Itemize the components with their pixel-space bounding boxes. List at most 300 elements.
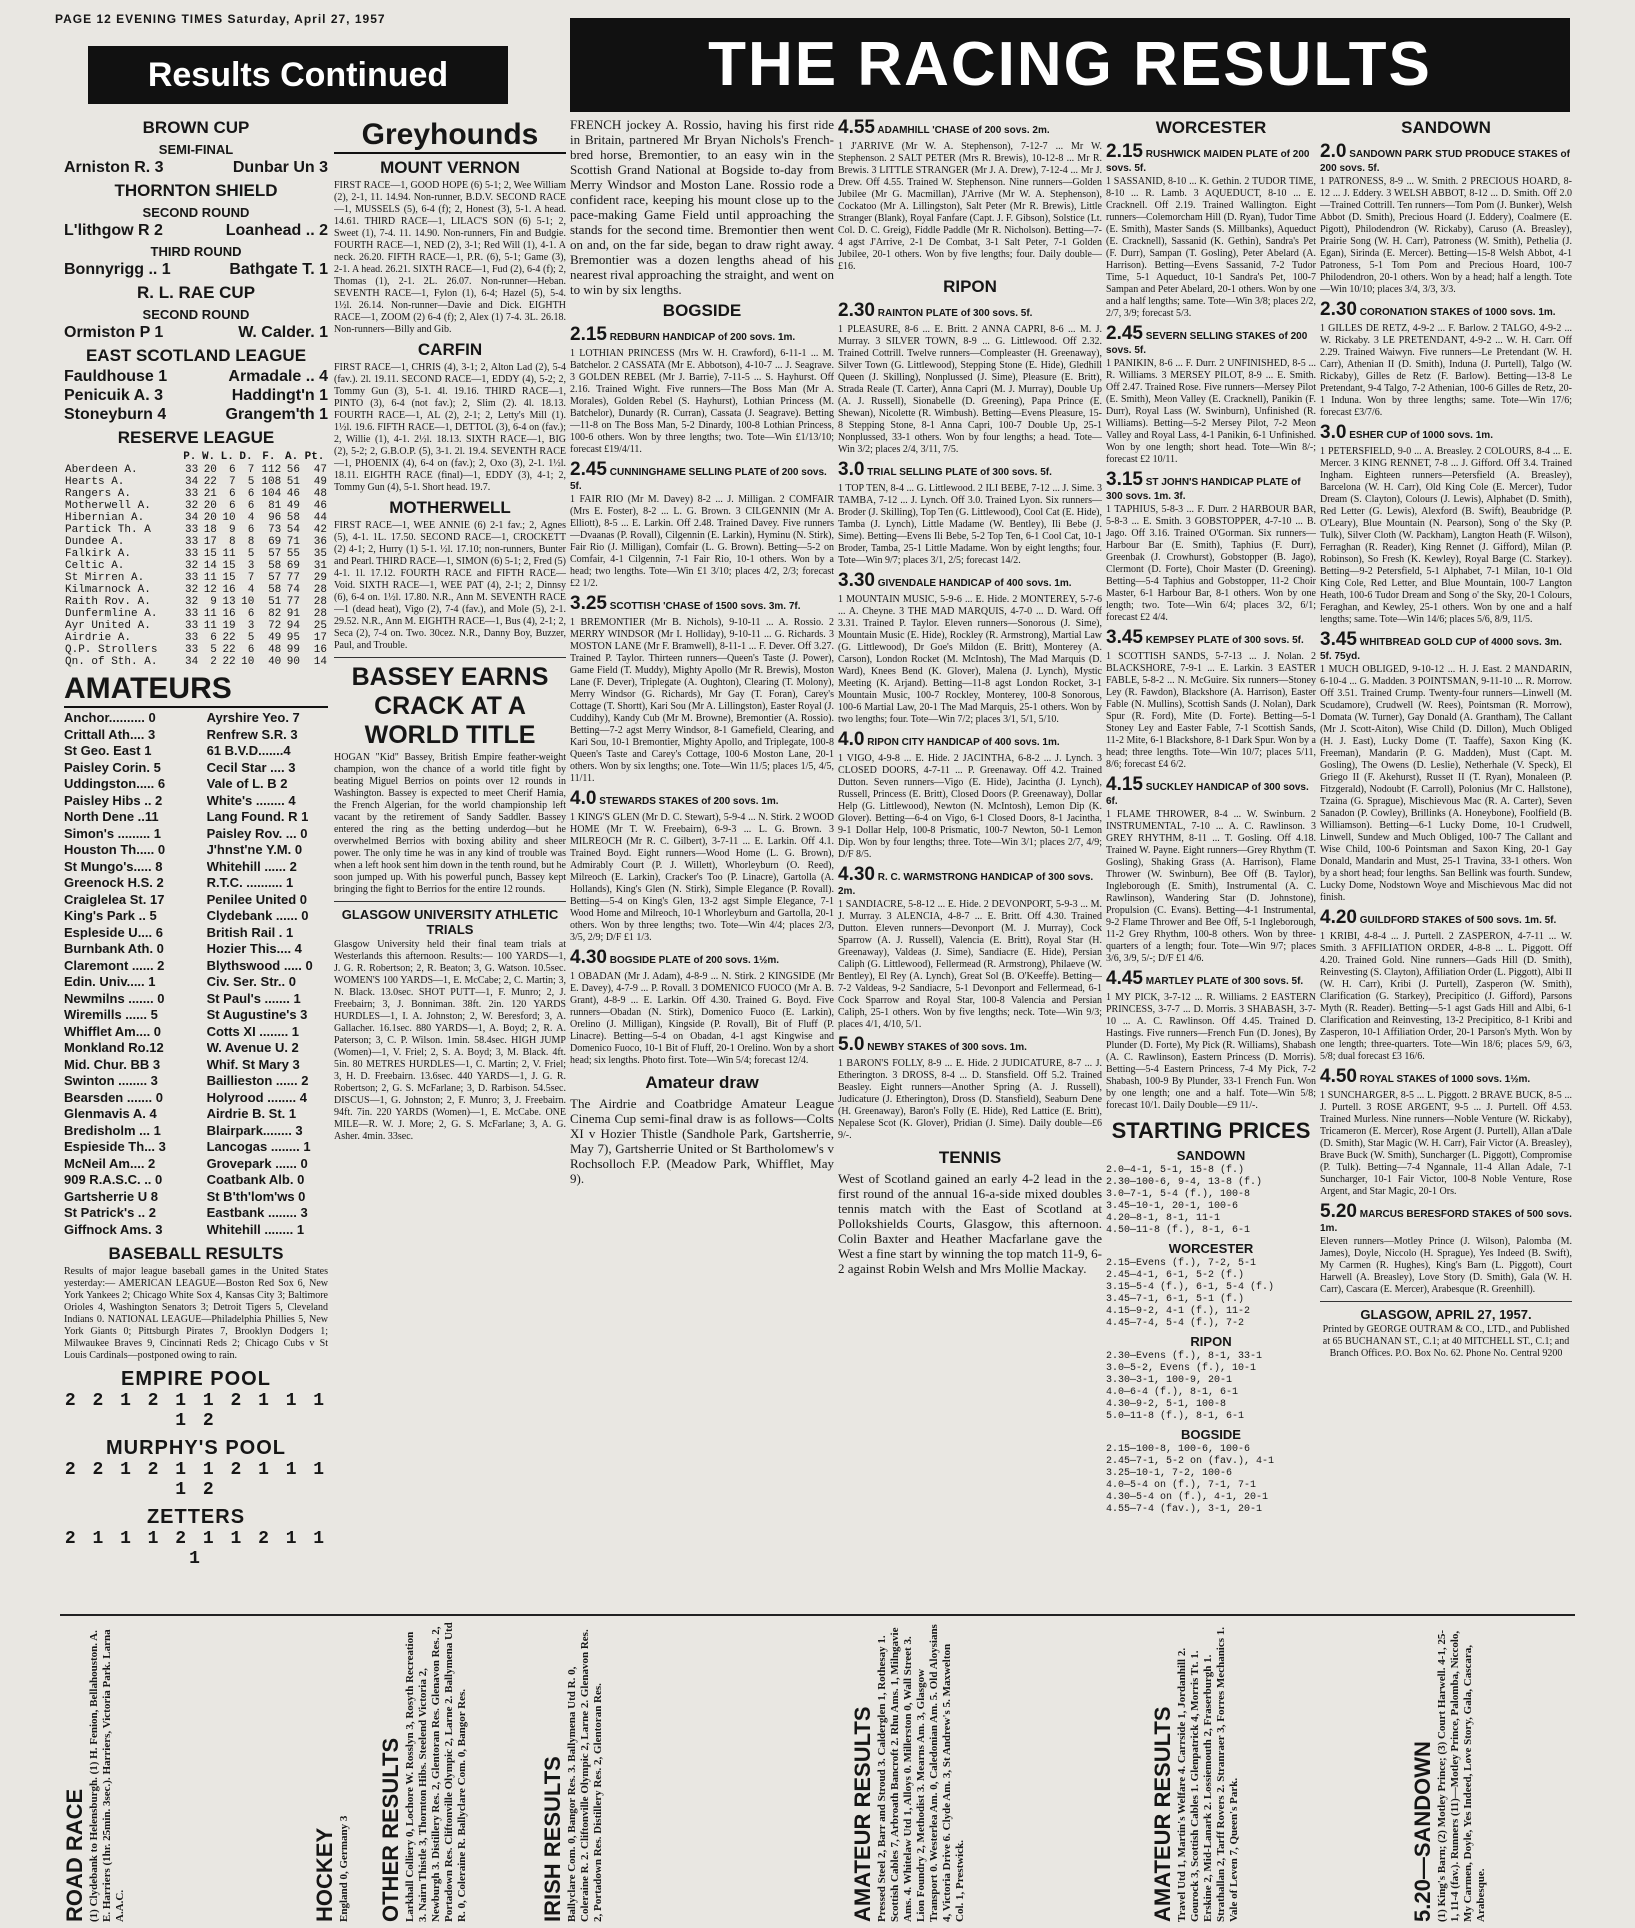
league-stat: 46 (313, 500, 327, 512)
league-stat: 108 (261, 476, 282, 488)
league-stat: 9 (229, 524, 236, 536)
league-stat: 21 (203, 488, 217, 500)
league-stat: 32 (184, 584, 199, 596)
league-stat: 14 (313, 656, 327, 668)
home-result: Mid. Chur. BB 3 (64, 1056, 161, 1072)
league-stat: 15 (222, 572, 236, 584)
home-result: Burnbank Ath. 0 (64, 941, 164, 956)
league-stat: 90 (286, 656, 300, 668)
race-time: 3.0 (838, 459, 865, 480)
league-stat: 71 (286, 536, 300, 548)
race-heading (1106, 774, 1316, 807)
race-name: SEVERN SELLING STAKES of 200 sovs. 5f. (1106, 331, 1308, 356)
league-stat: 6 (247, 500, 255, 512)
league-stat: 8 (229, 536, 236, 548)
league-stat: 19 (222, 620, 236, 632)
racing-results-banner: THE RACING RESULTS (570, 18, 1570, 112)
race-time: 4.15 (1106, 774, 1143, 795)
worcester-heading: WORCESTER (1155, 118, 1267, 137)
column-worcester (1106, 114, 1316, 1516)
league-stat: 46 (286, 488, 300, 500)
away-result: Lang Found. R 1 (206, 809, 309, 824)
league-stat: 5 (247, 548, 255, 560)
column-bogside (570, 114, 834, 1189)
league-body (64, 464, 328, 668)
league-stat: 95 (286, 632, 300, 644)
price-line: 4.30—5-4 on (f.), 4-1, 20-1 (1106, 1492, 1269, 1503)
table-row (64, 620, 328, 632)
race-heading (1106, 323, 1316, 356)
race-result: 1 KRIBI, 4-8-4 ... J. Purtell. 2 ZASPERON, 4-7-11 ... W. Smith. 3 AFFILIATION ORDER, 4-8-8 ... L. Piggott. Off 4.20. Trained Gold. Nine runners—Gads Hill (D. Smith), Reinvesting (S. Clayton), Affiliation Order (L. Piggott), Albi II (W. H. Carr), Kribi (J. Purtell), Zasperon (W. Smith), Clarification (G. Starkey), Precipitico (J. Gifford), Parsons Myth (R. Reader). Betting—5-1 agst Gads Hill and Albi, 6-1 Clarification and Reinvesting, 13-2 Precipitico, 8-1 Kribi and Zasperon, 10-1 Affiliation Order, 20-1 Parson's Myth. Won by one length; three-quarters. Tote—Win 18/6; places 5/9, 6/3, 5/8; dual forecast £3 16/6. (1320, 931, 1572, 1062)
price-line: 3.30—3-1, 100-9, 20-1 (1106, 1375, 1233, 1386)
list-item (64, 1139, 328, 1156)
away-result: R.T.C. .......... 1 (206, 875, 294, 890)
league-stat: 73 (268, 524, 282, 536)
league-col-head: Pt. (304, 451, 325, 463)
race-heading (838, 459, 1102, 481)
table-row (64, 512, 328, 524)
league-stat: 33 (184, 548, 199, 560)
league-stat: 28 (313, 584, 327, 596)
home-result: Greenock H.S. 2 (64, 875, 164, 890)
thornton-title: THORNTON SHIELD (114, 181, 278, 200)
team-name: Celtic A. (65, 560, 125, 572)
league-stat: 36 (313, 536, 327, 548)
home-result: McNeil Am.... 2 (64, 1155, 156, 1171)
glasgow-trials-headline: GLASGOW UNIVERSITY ATHLETIC TRIALS (341, 907, 559, 937)
league-stat: 58 (286, 512, 300, 524)
column-football (64, 114, 328, 1569)
league-stat: 12 (203, 584, 217, 596)
imprint-text: Printed by GEORGE OUTRAM & CO., LTD., and Published at 65 BUCHANAN ST., C.1; at 40 MITCHELL ST., C.1; and Branch Offices. P.O. Box No. 62. Phone No. Central 9200 (1322, 1324, 1570, 1359)
league-stat: 11 (203, 620, 217, 632)
league-stat: 33 (184, 632, 199, 644)
league-stat: 3 (247, 560, 255, 572)
team-name: Ayr United A. (65, 620, 151, 632)
list-item (64, 958, 328, 975)
race-heading (1320, 422, 1572, 444)
race-result: 1 MY PICK, 3-7-12 ... R. Williams. 2 EASTERN PRINCESS, 3-7-7 ... D. Morris. 3 SHABASH, 3-7-10 ... A. C. Rawlinson. Off 4.45. Trained D. Hastings. Five runners—French Fun (D. Jones), By Plunder (D. Forte), My Pick (R. Williams), Shabash (A. C. Rawlinson), Eastern Princess (D. Morris). Betting—5-4 Eastern Princess, 7-4 My Pick, 7-2 Shabash, 100-9 By Plunder, 33-1 French Fun. Won by one length; one and a half. Tote—Win 5/8; forecast 10/1. Daily Double—£9 11/-. (1106, 992, 1316, 1111)
league-col-head: F. (262, 451, 276, 463)
race-heading (570, 788, 834, 810)
league-stat: 16 (222, 608, 236, 620)
team-name: Kilmarnock A. (65, 584, 151, 596)
home-result: 909 R.A.S.C. .. 0 (64, 1172, 163, 1187)
price-line: 4.0—5-4 on (f.), 7-1, 7-1 (1106, 1480, 1257, 1491)
away-result: Coatbank Alb. 0 (206, 1172, 305, 1187)
away-result: W. Avenue U. 2 (206, 1040, 299, 1055)
race-heading (838, 300, 1102, 322)
race-heading (1106, 141, 1316, 174)
table-row (64, 500, 328, 512)
tennis-title: TENNIS (938, 1148, 1002, 1167)
away-result: Airdrie B. St. 1 (206, 1106, 297, 1121)
race-result: 1 SANDIACRE, 5-8-12 ... E. Hide. 2 DEVONPORT, 5-9-3 ... M. J. Murray. 3 ALENCIA, 4-8-7 ... E. Britt. Off 4.30. Trained Dutton. Eleven runners—Devonport (M. J. Murray), Cock Sparrow (A. J. Russell), Valencia (E. Britt), Royal Star (H. Greenaway), Valdeas (J. Sime), Sandiacre (E. Hide), Persian Caliph (G. Littlewood), Fellermead (R. Armstrong), Philaeve (W. Bentley), El Rey (A. Lynch), Great Sol (B. O'Keeffe). Betting—7-2 Valdeas, 9-2 Sandiacre, 5-1 Devonport and Fellermead, 6-1 Cock Sparrow and Royal Star, 100-8 Valencia and Persian Caliph, 25-1 others. Won by five lengths; neck. Tote—Win 9/3; places 4/1, 4/10, 5/1. (838, 899, 1102, 1030)
team-name: Falkirk A. (65, 548, 132, 560)
team-name: Aberdeen A. (65, 464, 138, 476)
rotated-block: 5.20—SANDOWN (1) King's Barn; (2) Motley Prince; (3) Court Harwell. 4-1, 25-1, 11-4 (fav.). Runners (11)—Motley Prince, Palomba, Niccolo, My Carmen, Doyle, Yes Indeed, Love Story, Gala, Cascara, Arabesque. (1410, 1629, 1487, 1922)
bottom-other-results (378, 1622, 538, 1928)
league-stat: 14 (203, 560, 217, 572)
away-result: Paisley Rov. ... 0 (206, 825, 308, 841)
league-stat: 7 (247, 572, 255, 584)
price-line: 3.45—7-1, 6-1, 5-1 (f.) (1106, 1294, 1245, 1305)
race-name: MARTLEY PLATE of 300 sovs. 5f. (1145, 976, 1304, 987)
away-result: Whitehill ........ 1 (206, 1221, 305, 1237)
track-name: MOUNT VERNON (380, 158, 520, 177)
race-time: 3.0 (1320, 422, 1347, 443)
track-results: FIRST RACE—1, CHRIS (4), 3-1; 2, Alton Lad (2), 5-4 (fav.). 2l. 19.11. SECOND RACE—1, EDDY (4), 5-2; 2, Tommy Gun (3), 5-1. 4l. 19.16. THIRD RACE—1, PINTO (3), 6-4 (not fav.); 2, Slim (2). 4l. 18.13. FOURTH RACE—1, AL (2), 2-1; 2, Letty's Mill (1). 1½l. 19.6. FIFTH RACE—1, DETTOL (3), 6-4 on (fav.); 2, Willie (1), 4-1. 2½l. 18.13. SIXTH RACE—1, BIG (2), 5-2; 2, G.B.O.P. (5), 3-1. 2l. 19.4. SEVENTH RACE—1, PHOENIX (4), 6-4 on (fav.); 2, Oxo (3), 2-1. 1½l. 18.11. EIGHTH RACE (final)—1, EDDY (3), 4-1; 2, Tommy Gun (4), 5-1. Short head. 19.7. (334, 362, 566, 493)
away-result: St Augustine's 3 (206, 1007, 308, 1022)
price-line: 4.30—9-2, 5-1, 100-8 (1106, 1399, 1227, 1410)
league-stat: 17 (203, 536, 217, 548)
league-stat: 32 (184, 560, 199, 572)
meeting-name: BOGSIDE (1181, 1427, 1241, 1442)
list-item (64, 974, 328, 991)
list-item (64, 925, 328, 942)
divider (334, 657, 566, 658)
race-heading (570, 459, 834, 492)
league-stat: 20 (203, 512, 217, 524)
home-result: North Dene ..11 (64, 809, 159, 824)
away-result: Eastbank ........ 3 (206, 1205, 308, 1220)
table-row (64, 572, 328, 584)
table-row (64, 596, 328, 608)
league-stat: 96 (268, 512, 282, 524)
away-result: Cecil Star .... 3 (206, 759, 296, 775)
team-name: Qn. of Sth. A. (65, 656, 158, 668)
race-name: R. C. WARMSTRONG HANDICAP of 300 sovs. 2m. (838, 872, 1094, 897)
list-item (64, 875, 328, 892)
away-result: Vale of L. B 2 (206, 776, 288, 791)
league-stat: 6 (210, 632, 217, 644)
league-stat: 28 (313, 608, 327, 620)
league-col-head: D. (239, 451, 253, 463)
race-time: 5.20 (1320, 1201, 1357, 1222)
ripon-races (838, 300, 1102, 1142)
meeting-name: WORCESTER (1168, 1241, 1254, 1256)
page-strip: PAGE 12 EVENING TIMES Saturday, April 27, 1957 (55, 12, 386, 26)
league-stat: 22 (203, 476, 217, 488)
race-heading (1106, 968, 1316, 990)
league-stat: 47 (313, 464, 327, 476)
league-stat: 5 (247, 476, 255, 488)
list-item (64, 743, 328, 760)
away-result: Baillieston ...... 2 (206, 1073, 309, 1088)
price-line: 2.45—4-1, 6-1, 5-2 (f.) (1106, 1270, 1245, 1281)
race-time: 2.45 (1106, 323, 1143, 344)
list-item (64, 760, 328, 777)
race-time: 4.20 (1320, 907, 1357, 928)
bogside-races (570, 324, 834, 1067)
league-stat: 82 (268, 608, 282, 620)
home-result: Uddingston..... 6 (64, 776, 166, 791)
race-time: 2.0 (1320, 141, 1347, 162)
race-result: Eleven runners—Motley Prince (J. Wilson), Palomba (M. James), Doyle, Niccolo (H. Sprague), Yes Indeed (B. Swift), My Carmen (R. Hughes), King's Barn (L. Piggott), Court Harwell (A. Breasley), Love Story (D. Smith), Gala (W. H. Carr), Cascara (E. Mercer), Arabesque (R. Greenhill). (1320, 1236, 1572, 1295)
bottom-hockey (312, 1622, 372, 1928)
bassey-headline: BASSEY EARNS CRACK AT A WORLD TITLE (351, 663, 549, 749)
list-item (64, 1106, 328, 1123)
bottom-amateur-results-1 (850, 1622, 1050, 1928)
league-stat: 74 (286, 584, 300, 596)
list-item (64, 892, 328, 909)
league-stat: 15 (222, 560, 236, 572)
race-heading (1106, 469, 1316, 502)
list-item (64, 1090, 328, 1107)
race-result: 1 PLEASURE, 8-6 ... E. Britt. 2 ANNA CAPRI, 8-6 ... M. J. Murray. 3 SILVER TOWN, 8-9 ... G. Littlewood. Off 2.32. Trained Cottrill. Twelve runners—Compleaster (H. Greenaway), Silver Town (G. Littlewood), Stepping Stone (E. Hide), Gledhill Queen (J. Skilling), Nonplussed (J. Sime), Pleasure (E. Britt), Strada Reale (T. Carter), Anna Capri (M. J. Murray), Double Up (A. J. Russell), Sionabelle (D. Greening), Papa Prince (E. Shewan), Nicolette (R. Wimbush). Betting—Evens Pleasure, 15-8 Stepping Stone, 8-1 Anna Capri, 100-7 Double Up, 25-1 Nonplussed, 33-1 others. Won by four lengths; a head. Tote—Win 3/2; places 2/4, 3/11, 7/5. (838, 324, 1102, 455)
league-stat: 16 (222, 584, 236, 596)
league-stat: 44 (313, 512, 327, 524)
league-stat: 72 (268, 620, 282, 632)
race-result: 1 BARON'S FOLLY, 8-9 ... E. Hide. 2 JUDICATURE, 8-7 ... J. Etherington. 3 DROSS, 8-4 ... D. Stansfield. Off 5.2. Trained Beasley. Eight runners—Another Spring (A. J. Russell), Judicature (J. Etherington), Dross (D. Stansfield), Seaburn Dene (H. Greenaway), Baron's Folly (E. Hide), Red Lattice (E. Britt), Nepalese Scot (K. Glover), Pridian (J. Sime). Daily double—£6 9/-. (838, 1058, 1102, 1141)
greyhound-tracks (334, 158, 566, 652)
list-item (64, 1057, 328, 1074)
race-result: 1 SCOTTISH SANDS, 5-7-13 ... J. Nolan. 2 BLACKSHORE, 7-9-1 ... E. Larkin. 3 EASTER FABLE, 5-8-2 ... N. McGuire. Six runners—Stoney Ley (R. Fawdon), Blackshore (A. Harrison), Easter Fable (N. Mullins), Scottish Sands (J. Nolan), Dark Spur (R. Ford), Mite (D. Forte). Betting—5-1 Stoney Ley and Easter Fable, 7-1 Scottish Sands, 11-2 Mite, 6-1 Blackshore, 8-1 Dark Spur. Won by a head; three lengths. Tote—Win 10/7; places 5/11, 8/6; forecast £4 6/2. (1106, 651, 1316, 770)
league-stat: 33 (184, 620, 199, 632)
team-score: Penicuik A. 3 (64, 387, 163, 404)
list-item (64, 1205, 328, 1222)
team-score: Grangem'th 1 (225, 406, 328, 423)
race-result: 1 LOTHIAN PRINCESS (Mrs W. H. Crawford), 6-11-1 ... M. Batchelor. 2 CASSATA (Mr E. Abbotson), 4-10-7 ... J. Seagrave. 3 GOLDEN REBEL (Mr J. Barrie), 7-11-5 ... S. Hayhurst. Off 2.16. Trained Wight. Five runners—The Boss Man (Mr A. Morales), Golden Rebel (S. Hayhurst), Lothian Princess (M. Batchelor), Dunardy (R. Curran), Cassata (J. Seagrave). Betting—11-8 on The Boss Man, 5-2 Dinardy, 100-8 Lothian Princess, 100-6 others. Won by three lengths; two. Tote—Win £1/13/10; forecast £19/4/11. (570, 348, 834, 455)
home-result: Glenmavis A. 4 (64, 1106, 157, 1121)
race-result: 1 GILLES DE RETZ, 4-9-2 ... F. Barlow. 2 TALGO, 4-9-2 ... W. Rickaby. 3 LE PRETENDANT, 4-9-2 ... W. H. Carr. Off 2.29. Trained Waiwyn. Five runners—Le Pretendant (W. H. Carr), Athenian II (D. Smith), Induna (J. Purtell), Talgo (W. Rickaby), Gilles de Retz (F. Barlow). Betting—13-8 Le Pretendant, 9-4 Talgo, 7-2 Athenian, 100-6 Gilles de Retz, 20-1 Induna. Won by three lengths; same. Tote—Win 17/6; forecast £3/7/6. (1320, 323, 1572, 418)
table-row (64, 548, 328, 560)
race-result: 1 MOUNTAIN MUSIC, 5-9-6 ... E. Hide. 2 MONTEREY, 5-7-6 ... A. Cheyne. 3 THE MAD MARQUIS, 4-7-0 ... D. Ward. Off 3.31. Trained P. Taylor. Eleven runners—Sonorous (J. Sime), Mountain Music (E. Hide), Rockley (R. Armstrong), Martial Law (G. Littlewood), Dr Goe's Mildon (E. Britt), Monterey (A. Carson), London Rocket (M. McIntosh), The Mad Marquis (D. Ward), Knees Bend (K. Glover), Malena (J. Lynch), Mystic Meeting (K. Arjand). Betting—11-8 agst London Rocket, 3-1 Mountain Music, 100-7 Rockley, Monterey, 100-8 Sonorous, 100-6 Martial Law, 20-1 The Mad Marquis, 25-1 others. Won by two lengths; four. Tote—Win 7/2; places 3/1, 5/1, 5/10. (838, 594, 1102, 725)
price-line: 3.0—7-1, 5-4 (f.), 100-8 (1106, 1189, 1251, 1200)
league-stat: 7 (229, 476, 236, 488)
list-item (64, 710, 328, 727)
league-stat: 112 (261, 464, 282, 476)
away-result: Holyrood ........ 4 (206, 1089, 307, 1105)
column-greyhounds (334, 114, 566, 1145)
race-heading (1320, 141, 1572, 174)
home-result: Bredisholm ... 1 (64, 1122, 161, 1138)
price-line: 4.45—7-4, 5-4 (f.), 7-2 (1106, 1318, 1245, 1329)
league-stat: 18 (203, 524, 217, 536)
race-result: 1 KING'S GLEN (Mr D. C. Stewart), 5-9-4 ... N. Stirk. 2 WOOD HOME (Mr T. W. Freebairn), 6-9-3 ... L. G. Brown. 3 MILREOCH (Mr R. C. Gilbert), 3-7-11 ... E. Larkin. Off 4.1. Trained Boyd. Eight runners—Wood Home (L. G. Brown), Admirably Court (P. J. Willett), Whorleyburn (O. Reed), Milreoch (E. Larkin), Cracker's Too (P. Linacre), Gartolla (A. Hollands), King's Glen (N. Stirk), Simple Elegance (P. Rovall). Betting—5-4 on King's Glen, 13-2 agst Simple Elegance, 7-1 Wood Home and Milreoch, 10-1 Whorleyburn and Gartolla, 20-1 others. Won by three lengths; two. Tote—Win 4/4; places 2/3, 3/5, 2/9; D/F £1 1/3. (570, 812, 834, 943)
league-stat: 51 (268, 596, 282, 608)
race-name: GUILDFORD STAKES of 500 sovs. 1m. 5f. (1359, 915, 1557, 926)
rae-cup-title: R. L. RAE CUP (136, 283, 256, 302)
league-stat: 77 (286, 572, 300, 584)
table-row (64, 644, 328, 656)
league-stat: 4 (247, 512, 255, 524)
bottom-sandown-520 (1410, 1622, 1570, 1928)
away-result: British Rail . 1 (206, 924, 294, 940)
home-result: Gartsherrie U 8 (64, 1188, 158, 1204)
race-heading (838, 570, 1102, 592)
rotated-block: OTHER RESULTS Larkhall Colliery 0, Lochore W. Rosslyn 3, Rosyth Recreation 3. Nairn Thistle 3, Thornton Hibs. Steelend Victoria 2, Newburgh 3. Distillery Res. 2, Glentoran Res. Glenavon Res. 2, Portadown Res. Cliftonville Olympic 2, Larne 2. Ballymena Utd R. 0, Coleraine R. Ballyclare Com. 0, Bangor Res. (378, 1622, 468, 1922)
pools-list (64, 1368, 328, 1569)
sandown-heading: SANDOWN (1401, 118, 1491, 137)
bogside-heading: BOGSIDE (662, 301, 742, 320)
team-name: Rangers A. (65, 488, 132, 500)
race-heading (1106, 627, 1316, 649)
amateurs-title: AMATEURS (64, 672, 328, 708)
league-stat: 20 (203, 464, 217, 476)
home-result: Claremont ...... 2 (64, 957, 165, 973)
team-name: Dundee A. (65, 536, 125, 548)
race-name: RIPON CITY HANDICAP of 400 sovs. 1m. (867, 737, 1060, 748)
league-stat: 28 (313, 596, 327, 608)
price-line: 4.55—7-4 (fav.), 3-1, 20-1 (1106, 1504, 1263, 1515)
table-row (64, 584, 328, 596)
pool-numbers: 2 2 1 2 1 1 2 1 1 1 1 2 (64, 1460, 328, 1500)
price-line: 2.30—Evens (f.), 8-1, 33-1 (1106, 1351, 1263, 1362)
rotated-block: AMATEUR RESULTS Pressed Steel 2, Barr and Stroud 3. Calderglen 1, Rothesay 1. Scottish Cables 7, Arbroath Bancroft 2. Rhu Ams. 1, Milngavie Ams. 4. Whitelaw Utd 1, Alloys 0. Millerston 0, Wall Street 3. Lion Foundry 2, Methodist 3. Mearns Am. 3, Glasgow Transport 0. Westerlea Am. 0, Caledonian Am. 5. Old Aloysians 4, Victoria Drive 6. Clyde Am. 3, St Andrew's 5. Maxwelton Col. 1, Prestwick. (850, 1624, 966, 1922)
results-continued-banner: Results Continued (88, 46, 508, 104)
bottom-divider (60, 1614, 1575, 1616)
race-name: RAINTON PLATE of 300 sovs. 5f. (877, 308, 1033, 319)
race-result: 1 PATRONESS, 8-9 ... W. Smith. 2 PRECIOUS HOARD, 8-12 ... J. Eddery. 3 WELSH ABBOT, 8-12 ... D. Smith. Off 2.0—Trained Cottrill. Ten runners—Tom Pom (J. Bunker), Welsh Abbot (D. Smith), Precious Hoard (J. Eddery), Coalmere (E. Pigott), Philodendron (W. Rickaby), Caruso (A. Breasley), Prairie Song (W. H. Carr), Patroness (W. Smith), Pethelia (J. Egan), Sirinda (E. Mercer). Betting—15-8 Welsh Abbot, 4-1 Patroness, 5-1 Tom Pom and Precious Hoard, 100-7 Philodendron, 20-1 others. Won by a head; half a length. Tote—Win 10/10; places 3/4, 3/3, 3/3. (1320, 176, 1572, 295)
rotated-block: HOCKEY England 0, Germany 3 (312, 1815, 350, 1922)
rotated-block: AMATEUR RESULTS Travel Utd 1, Martin's Welfare 4. Carrside 1, Jordanhill 2. Gourock 3, Scottish Cables 1. Glenpatrick 4, Morris Tt. 1. Erskine 2, Mid-Lanark 2. Lossiemouth 2, Fraserburgh 1. Strathallan 2, Tarff Rovers 2. Stranraer 3, Forres Mechanics 1. Vale of Leven 7, Queen's Park. (1150, 1626, 1240, 1922)
race-time: 3.30 (838, 570, 875, 591)
brown-cup-round: SEMI-FINAL (158, 142, 234, 157)
team-name: Hearts A. (65, 476, 125, 488)
race-result: 1 OBADAN (Mr J. Adam), 4-8-9 ... N. Stirk. 2 KINGSIDE (Mr E. Davey), 4-7-9 ... P. Rovall. 3 DOMENICO FUOCO (Mr A. B. Grant), 4-8-9 ... E. Larkin. Off 4.30. Trained G. Boyd. Five runners—Obadan (N. Stirk), Domenico Fuoco (E. Larkin), Orelino (J. Milligan), Kingside (P. Rovall), Bit of Fluff (P. Linacre). Betting—5-4 on Obadan, 4-1 agst Kingwise and Domenico Fuoco, 10-1 Bit of Fluff, 20-1 Orelino. Won by a short head; six lengths. Photo first. Tote—Win 5/4; forecast 12/4. (570, 971, 834, 1066)
league-stat: 49 (313, 476, 327, 488)
list-item (64, 1040, 328, 1057)
away-result: Civ. Ser. Str.. 0 (206, 974, 296, 989)
amateur-draw-text: The Airdrie and Coatbridge Amateur League Cinema Cup semi-final draw is as follows—Colts XI v Hozier Thistle (Sandhole Park, Gartsherrie, May 7), Gartsherrie United or St Bartholomew's v Rochsolloch F.P. (Meadow Park, Whifflet, May 9). (570, 1096, 834, 1186)
home-result: Espleside U.... 6 (64, 924, 163, 940)
race-name: RUSHWICK MAIDEN PLATE of 200 sovs. 5f. (1106, 149, 1310, 174)
league-stat: 5 (210, 644, 217, 656)
league-stat: 81 (268, 500, 282, 512)
league-stat: 10 (241, 656, 255, 668)
team-name: Raith Rov. A. (65, 596, 151, 608)
score-line: Arniston R. 3 Dunbar Un 3 (64, 159, 328, 176)
price-line: 5.0—11-8 (f.), 8-1, 6-1 (1106, 1411, 1245, 1422)
home-result: Simon's ......... 1 (64, 825, 162, 841)
away-result: Ayrshire Yeo. 7 (206, 710, 300, 725)
score-line (64, 387, 328, 405)
league-stat: 6 (229, 500, 236, 512)
score-line: Ormiston P 1 W. Calder. 1 (64, 324, 328, 341)
list-item (64, 1189, 328, 1206)
league-stat: 33 (184, 644, 199, 656)
race-time: 5.0 (838, 1034, 865, 1055)
price-line: 2.0—4-1, 5-1, 15-8 (f.) (1106, 1165, 1245, 1176)
reserve-league-table (64, 450, 328, 668)
thornton-round-2: THIRD ROUND (150, 244, 242, 259)
away-result: St Paul's ....... 1 (206, 990, 301, 1006)
race-name: CUNNINGHAME SELLING PLATE of 200 sovs. 5f. (570, 467, 827, 492)
starting-prices (1106, 1148, 1316, 1516)
pool-numbers: 2 2 1 2 1 1 2 1 1 1 1 2 (64, 1391, 328, 1431)
rotated-block: ROAD RACE (1) Clydebank to Helensburgh. (1) H. Fenion, Bellahouston. A. E. Harriers (1hr. 25min. 3sec.). Harriers, Victoria Park. Larna A.A.C. (62, 1629, 126, 1922)
list-item (64, 727, 328, 744)
rae-cup-round: SECOND ROUND (142, 307, 250, 322)
baseball-text: Results of major league baseball games in the United States yesterday:— AMERICAN LEAGUE—Boston Red Sox 6, New York Yankees 2; Chicago White Sox 4, Kansas City 3; Baltimore Orioles 4, Washington Senators 3; Detroit Tigers 5, Cleveland Indians 0. NATIONAL LEAGUE—Philadelphia Phillies 5, New York Giants 0; Pittsburgh Pirates 7, Brooklyn Dodgers 1; Milwaukee Braves 9, Cincinnati Reds 2; Chicago Cubs v St Louis Cardinals—postponed owing to rain. (64, 1266, 328, 1361)
league-stat: 9 (210, 596, 217, 608)
pool-name: EMPIRE POOL (121, 1368, 271, 1390)
race-result: 1 PETERSFIELD, 9-0 ... A. Breasley. 2 COLOURS, 8-4 ... E. Mercer. 3 KING RENNET, 7-8 ... J. Gifford. Off 3.4. Trained Ingham. Eighteen runners—Petersfield (A. Breasley), Barcelona (W. H. Carr), Old King Cole (E. Mercer), Tudor Dream (S. Clayton), Colours (J. Lewis), Alphabet (D. Smith), Red Letter (G. Lewis), Alexford (B. Swift), Beaubridge (P. O'Leary), Blue Mountain (N. Pearson), Song o' the Sky (P. Tulk), Silver Cloth (W. Packham), Langton Heath (F. Wilson), Ferraghan (R. Reader), King Rennet (J. Gifford), Milan (P. Robinson), So Fresh (K. Kewley), Royal Barge (C. Starkey). Betting—9-2 Petersfield, 5-1 Alphabet, 7-1 Milan, 10-1 Old King Cole, Red Letter, and Blue Mountain, 100-7 Langton Heath, 100-6 Tudor Dream and Song o' the Sky, 20-1 Colours, Feraghan, and Kewley, 25-1 others. Won by one and a half lengths; same. Tote—Win 14/6; places 5/6, 8/9, 11/5. (1320, 446, 1572, 625)
list-item (64, 1007, 328, 1024)
league-stat: 58 (268, 584, 282, 596)
worcester-races (1106, 141, 1316, 1112)
score-line: L'lithgow R 2 Loanhead .. 2 (64, 222, 328, 239)
table-row (64, 488, 328, 500)
league-stat: 55 (286, 548, 300, 560)
league-stat: 34 (184, 476, 199, 488)
race-name: ESHER CUP of 1000 sovs. 1m. (1349, 430, 1493, 441)
league-stat: 7 (247, 464, 255, 476)
league-stat: 54 (286, 524, 300, 536)
meeting-name: SANDOWN (1176, 1148, 1246, 1163)
away-result: Clydebank ...... 0 (206, 908, 309, 923)
column-sandown (1320, 114, 1572, 1362)
league-stat: 31 (313, 560, 327, 572)
league-stat: 104 (261, 488, 282, 500)
league-col-head: P. (183, 451, 197, 463)
race-name: SANDOWN PARK STUD PRODUCE STAKES of 200 sovs. 5f. (1320, 149, 1570, 174)
race-name: TRIAL SELLING PLATE of 300 sovs. 5f. (867, 467, 1052, 478)
race-time: 2.45 (570, 459, 607, 480)
race-name: SCOTTISH 'CHASE of 1500 sovs. 3m. 7f. (609, 601, 801, 612)
price-line: 2.30—100-6, 9-4, 13-8 (f.) (1106, 1177, 1263, 1188)
league-stat: 69 (286, 560, 300, 572)
league-stat: 32 (184, 596, 199, 608)
race-time: 4.30 (838, 864, 875, 885)
home-result: Bearsden ....... 0 (64, 1089, 163, 1105)
league-stat: 51 (286, 476, 300, 488)
league-stat: 69 (268, 536, 282, 548)
track-name: MOTHERWELL (389, 498, 511, 517)
league-stat: 32 (184, 500, 199, 512)
team-name: Partick Th. A (65, 524, 151, 536)
table-row (64, 560, 328, 572)
starting-prices-title: STARTING PRICES (1111, 1118, 1311, 1143)
bottom-amateur-results-2 (1150, 1622, 1400, 1928)
home-result: Anchor.......... 0 (64, 710, 156, 725)
away-result: Hozier This.... 4 (206, 941, 302, 956)
home-result: Whifflet Am.... 0 (64, 1023, 162, 1039)
league-stat: 29 (313, 572, 327, 584)
league-stat: 10 (222, 512, 236, 524)
race-result: 1 MUCH OBLIGED, 9-10-12 ... H. J. East. 2 MANDARIN, 6-10-4 ... G. Madden. 3 POINTSMAN, 9-11-10 ... R. Morrow. Off 3.51. Trained Crump. Twenty-four runners—Linwell (M. Scudamore), Crudwell (W. Rees), Pointsman (R. Morrow), Domata (W. Turner), Gay Donald (A. Grantham), The Callant (Mr J. Scott-Aiton), Wise Child (D. Dillon), Much Obliged (H. J. East), Lucky Dome (T. Taaffe), Saxon King (K. Freeman), Mandarin (P. G. Madden), Must (Capt. M. Gosling), The Owens (D. Leslie), Netherhale (V. Speck), El Griego II (F. Akehurst), Russet II (T. Ryan), Monaleen (P. Fitzgerald), Nodoubt (F. Carroll), Polonius (Mr C. Hallstone), Tzaina (G. Sprague), Mischievous Mac (R. A. Carter), Seven Sanadon (P. Cowley), Brillinks (A. Honeybone), Foolfield (B. Williamson). Betting—6-1 Lucky Dome, 10-1 Crudwell, Linwell, Sundew and Much Obliged, 100-7 The Callant and Wise Child, 100-6 Pointsman and Saxon King, 20-1 Gay Donald, Mandarin and Must, 25-1 Travina, 33-1 others. Won by a short head; four lengths. San Bellink was fourth. Sundew, Lucky Dome, Nodstown Woye and Mischievous Mac did not finish. (1320, 664, 1572, 903)
team-name: Dunfermline A. (65, 608, 158, 620)
home-result: Newmilns ....... 0 (64, 990, 165, 1006)
thornton-round: SECOND ROUND (142, 205, 250, 220)
away-result: Cotts XI ........ 1 (206, 1023, 300, 1039)
price-line: 3.25—10-1, 7-2, 100-6 (1106, 1468, 1233, 1479)
track-results: FIRST RACE—1, WEE ANNIE (6) 2-1 fav.; 2, Agnes (5), 4-1. 1L. 17.50. SECOND RACE—1, CROCKETT (2) 4-1; 2, Hurry (1) 5-1. ½l. 17.10; non-runners, Bunter and Pearl. THIRD RACE—1, SIMON (6) 5-1; 2, Fred (5) 4-1. 1l. 17.12. FOURTH RACE and FIFTH RACE—Void. SIXTH RACE—1, WEE PAT (4), 2-1; 2, Dinnsy (6), 6-4 on. 1½l. 17.80. N.R., Ann M. SEVENTH RACE—1 (dead heat), Vigo (2), 7-4 (fav.), and Mole (5), 2-1. 29.52. N.R., Ann M. EIGHTH RACE—1, Bus (4), 2-1; 2, Seca (2), 7-4 on. Two. 30cez. N.R., Danny Boy, Buzzer, Paul, and Trouble. (334, 520, 566, 651)
league-stat: 6 (229, 464, 236, 476)
home-result: Wiremills ...... 5 (64, 1007, 158, 1022)
divider (334, 901, 566, 902)
away-result: Lancogas ........ 1 (206, 1139, 311, 1154)
home-result: Giffnock Ams. 3 (64, 1221, 163, 1237)
price-line: 4.0—6-4 (f.), 8-1, 6-1 (1106, 1387, 1239, 1398)
race-name: SUCKLEY HANDICAP of 300 sovs. 6f. (1106, 782, 1309, 807)
amateurs-list (64, 710, 328, 1238)
league-stat: 57 (268, 548, 282, 560)
league-stat: 33 (184, 488, 199, 500)
league-stat: 56 (286, 464, 300, 476)
race-time: 2.15 (570, 324, 607, 345)
home-result: Espieside Th... 3 (64, 1139, 166, 1154)
price-line: 2.15—Evens (f.), 7-2, 5-1 (1106, 1258, 1257, 1269)
reserve-league-title: RESERVE LEAGUE (117, 428, 275, 447)
away-result: Blythswood ..... 0 (206, 957, 313, 973)
league-stat: 6 (247, 488, 255, 500)
race-name: ST JOHN'S HANDICAP PLATE of 300 sovs. 1m. 3f. (1106, 477, 1301, 502)
race-time: 3.15 (1106, 469, 1143, 490)
away-result: J'hnst'ne Y.M. 0 (206, 842, 303, 857)
race-time: 4.30 (570, 947, 607, 968)
